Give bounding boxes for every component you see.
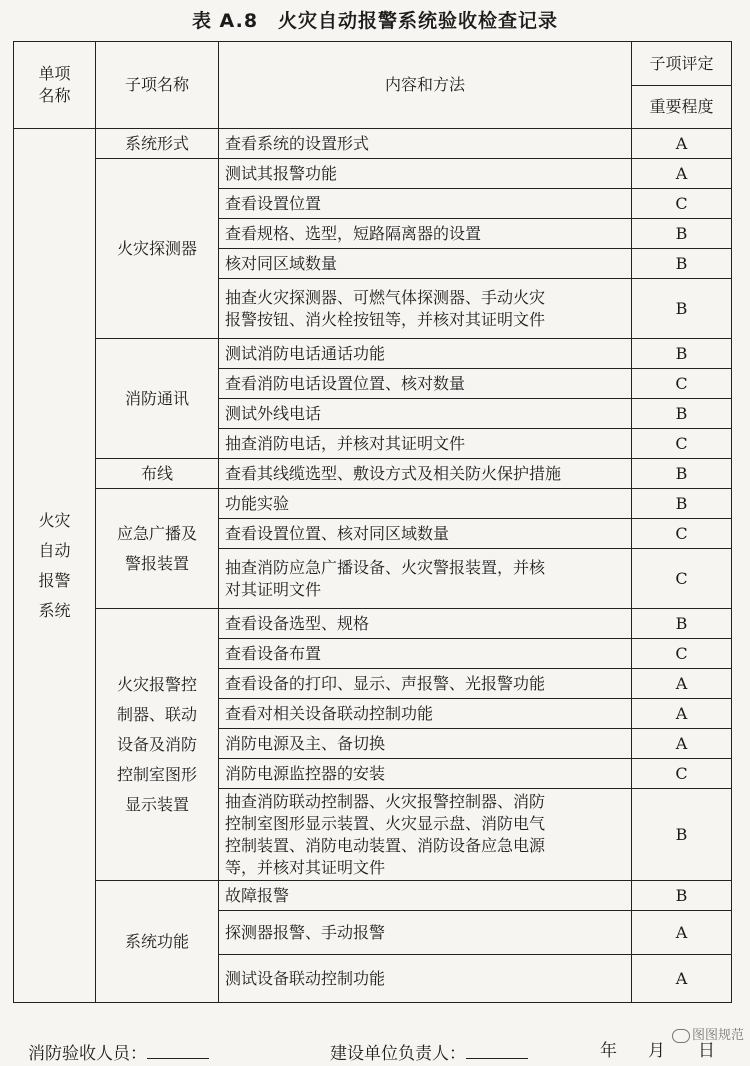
importance-grade: B	[632, 399, 732, 429]
inspector-blank	[147, 1040, 209, 1059]
check-content: 消防电源及主、备切换	[219, 729, 632, 759]
acceptance-record-table	[13, 41, 732, 1003]
owner-label: 建设单位负责人：	[330, 1044, 466, 1064]
inspector-signature	[28, 1040, 209, 1065]
header-main-item: 单项 名称	[14, 42, 96, 129]
sub-item-name: 布线	[96, 459, 219, 489]
inspector-label: 消防验收人员：	[28, 1044, 147, 1064]
date-year: 年	[600, 1041, 617, 1061]
check-content: 消防电源监控器的安装	[219, 759, 632, 789]
importance-grade: C	[632, 639, 732, 669]
sub-item-name: 系统形式	[96, 129, 219, 159]
check-content: 探测器报警、手动报警	[219, 911, 632, 955]
importance-grade: A	[632, 669, 732, 699]
sub-item-name: 消防通讯	[96, 339, 219, 459]
check-content: 抽查消防电话，并核对其证明文件	[219, 429, 632, 459]
header-sub-item: 子项名称	[96, 42, 219, 129]
check-content: 查看系统的设置形式	[219, 129, 632, 159]
importance-grade: C	[632, 549, 732, 609]
check-content: 测试设备联动控制功能	[219, 955, 632, 1003]
check-content: 查看设备的打印、显示、声报警、光报警功能	[219, 669, 632, 699]
importance-grade: B	[632, 279, 732, 339]
check-content: 测试外线电话	[219, 399, 632, 429]
importance-grade: C	[632, 369, 732, 399]
date-day: 日	[698, 1041, 715, 1061]
importance-grade: B	[632, 609, 732, 639]
header-importance: 重要程度	[632, 86, 732, 129]
check-content: 核对同区域数量	[219, 249, 632, 279]
sub-item-name: 火灾报警控 制器、联动 设备及消防 控制室图形 显示装置	[96, 609, 219, 881]
date-month: 月	[648, 1041, 665, 1061]
importance-grade: A	[632, 699, 732, 729]
owner-signature	[330, 1040, 528, 1065]
sub-item-name: 火灾探测器	[96, 159, 219, 339]
sub-item-name: 系统功能	[96, 881, 219, 1003]
importance-grade: C	[632, 189, 732, 219]
importance-grade: C	[632, 759, 732, 789]
main-item-cell: 火灾 自动 报警 系统	[14, 129, 96, 1003]
importance-grade: A	[632, 159, 732, 189]
importance-grade: B	[632, 339, 732, 369]
check-content: 测试消防电话通话功能	[219, 339, 632, 369]
signature-footer	[0, 1040, 750, 1062]
check-content: 查看设置位置	[219, 189, 632, 219]
importance-grade: A	[632, 955, 732, 1003]
check-content: 抽查火灾探测器、可燃气体探测器、手动火灾 报警按钮、消火栓按钮等，并核对其证明文件	[219, 279, 632, 339]
check-content: 查看规格、选型，短路隔离器的设置	[219, 219, 632, 249]
check-content: 功能实验	[219, 489, 632, 519]
header-content-method: 内容和方法	[219, 42, 632, 129]
importance-grade: B	[632, 789, 732, 881]
importance-grade: A	[632, 129, 732, 159]
importance-grade: B	[632, 489, 732, 519]
importance-grade: B	[632, 249, 732, 279]
importance-grade: B	[632, 219, 732, 249]
watermark-text: 图图规范	[691, 1028, 744, 1043]
check-content: 故障报警	[219, 881, 632, 911]
check-content: 抽查消防应急广播设备、火灾警报装置，并核 对其证明文件	[219, 549, 632, 609]
importance-grade: C	[632, 519, 732, 549]
check-content: 查看设置位置、核对同区域数量	[219, 519, 632, 549]
importance-grade: A	[632, 729, 732, 759]
check-content: 查看对相关设备联动控制功能	[219, 699, 632, 729]
check-content: 测试其报警功能	[219, 159, 632, 189]
header-evaluation: 子项评定	[632, 42, 732, 86]
importance-grade: A	[632, 911, 732, 955]
check-content: 查看其线缆选型、敷设方式及相关防火保护措施	[219, 459, 632, 489]
sub-item-name: 应急广播及 警报装置	[96, 489, 219, 609]
owner-blank	[466, 1040, 528, 1059]
importance-grade: C	[632, 429, 732, 459]
check-content: 查看设备布置	[219, 639, 632, 669]
check-content: 抽查消防联动控制器、火灾报警控制器、消防 控制室图形显示装置、火灾显示盘、消防电气 控制装置、消防电动装置、消防设备应急电源 等，并核对其证明文件	[219, 789, 632, 881]
importance-grade: B	[632, 881, 732, 911]
importance-grade: B	[632, 459, 732, 489]
page-title: 表 A.8 火灾自动报警系统验收检查记录	[191, 10, 559, 32]
check-content: 查看消防电话设置位置、核对数量	[219, 369, 632, 399]
check-content: 查看设备选型、规格	[219, 609, 632, 639]
